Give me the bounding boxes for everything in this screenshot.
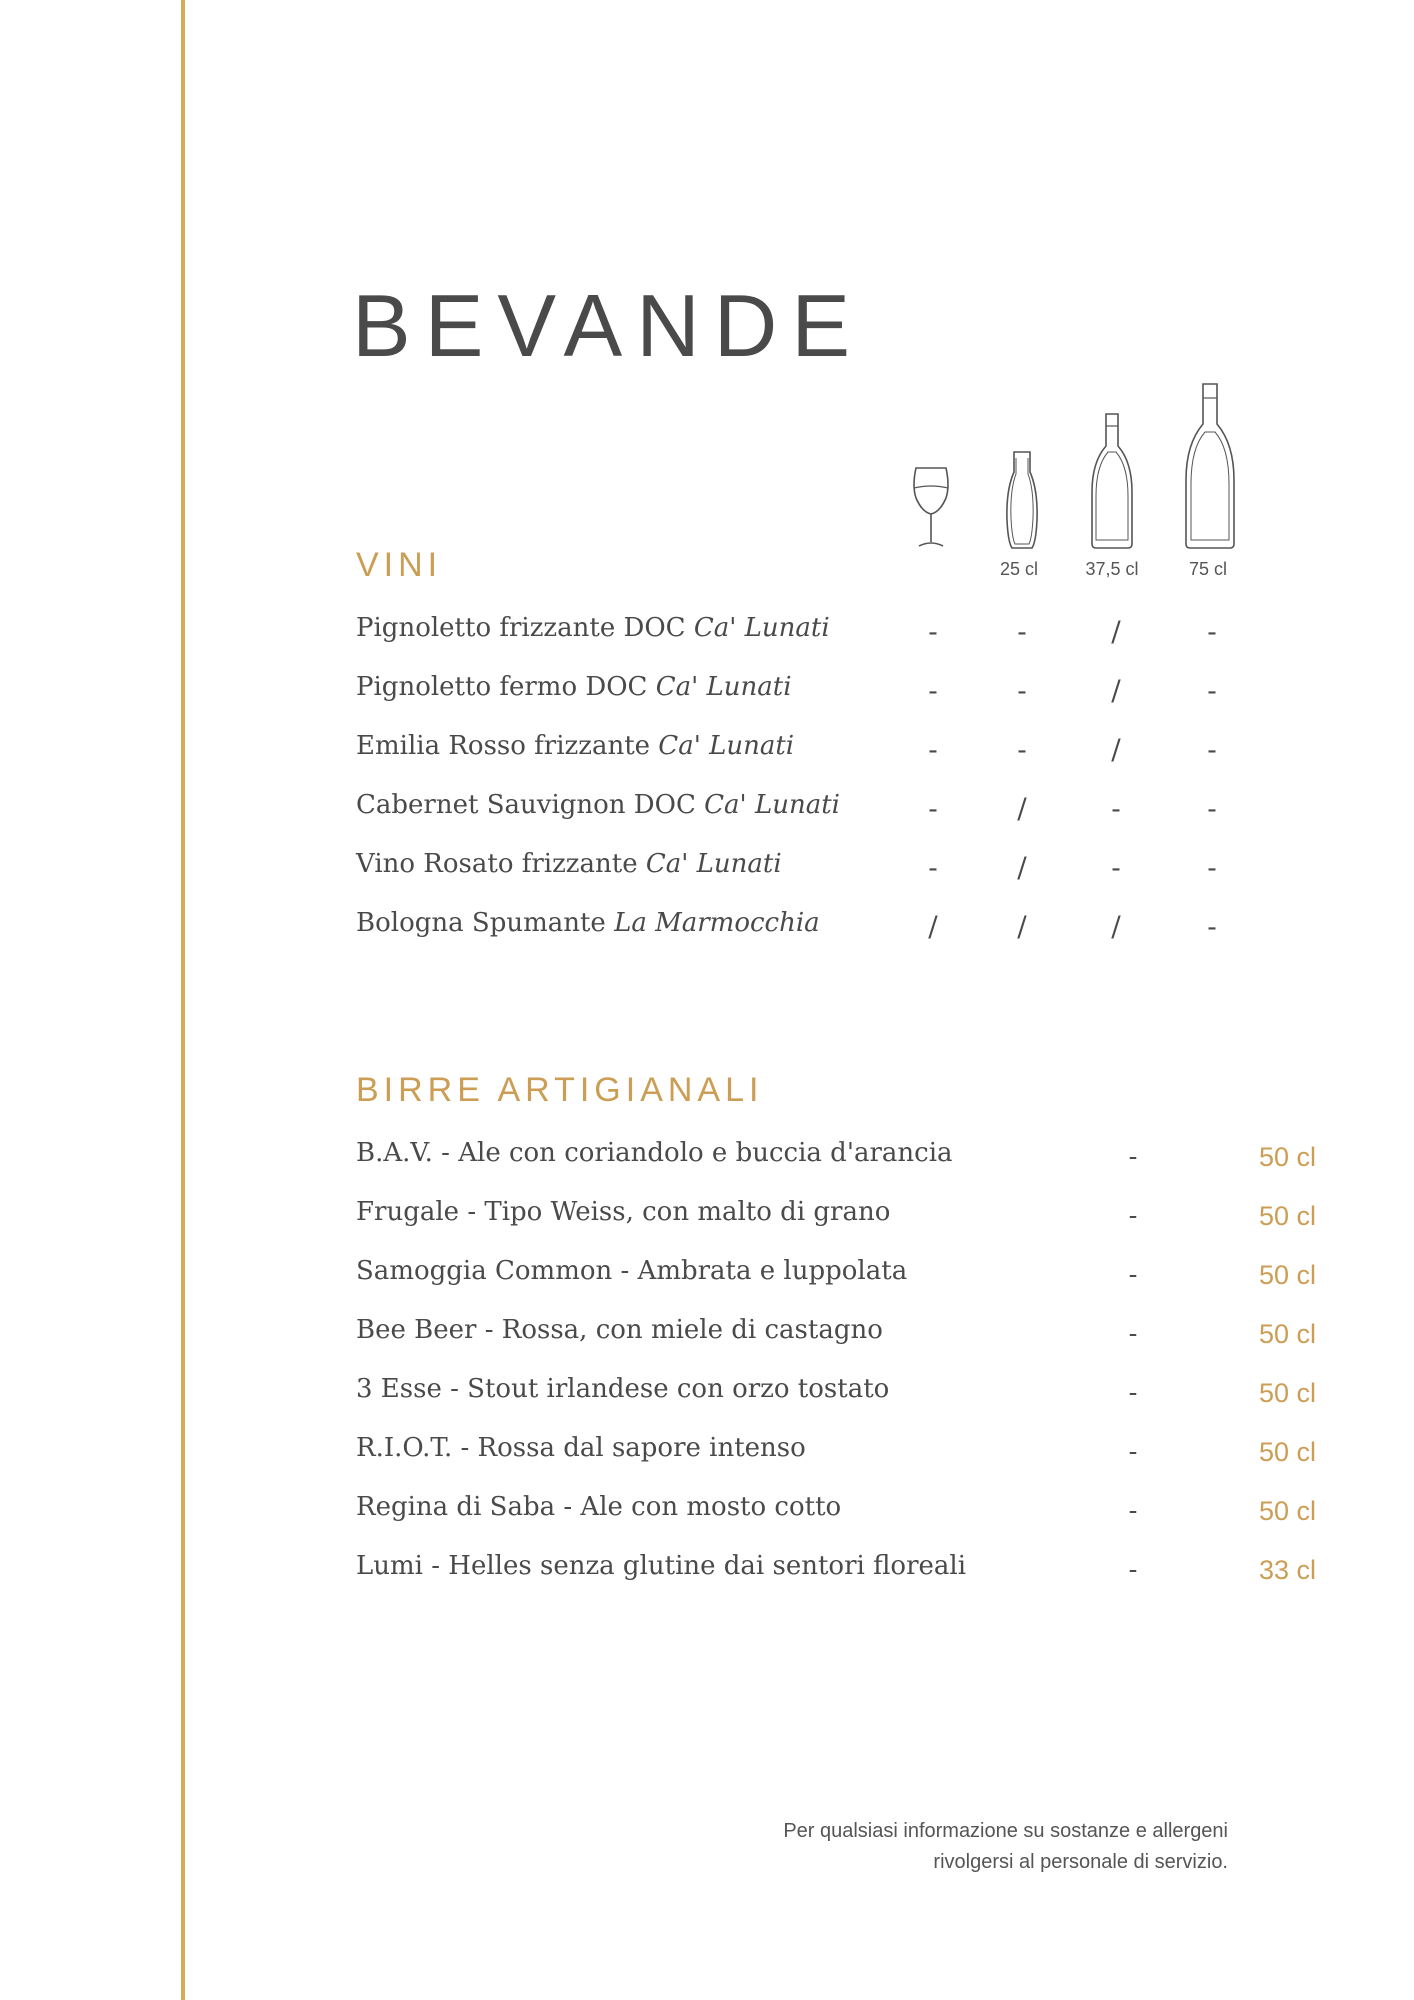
- wine-name: Pignoletto fermo DOC: [356, 672, 648, 702]
- beer-dash: -: [1128, 1496, 1138, 1526]
- mark-glass: -: [928, 851, 938, 884]
- size-label-25cl: 25 cl: [999, 559, 1039, 579]
- mark-25cl: -: [1017, 674, 1027, 707]
- wine-name: Cabernet Sauvignon DOC: [356, 790, 696, 820]
- mark-glass: -: [928, 733, 938, 766]
- beer-size: 50 cl: [1258, 1378, 1316, 1408]
- mark-glass: /: [928, 910, 938, 943]
- wine-row: [356, 726, 1316, 766]
- beer-name: Lumi - Helles senza glutine dai sentori floreali: [356, 1551, 967, 1581]
- wine-name: Emilia Rosso frizzante: [356, 731, 651, 761]
- mark-375cl: /: [1111, 733, 1121, 766]
- beer-name: 3 Esse - Stout irlandese con orzo tostato: [356, 1374, 890, 1404]
- beer-row: [356, 1310, 1316, 1350]
- beer-name: R.I.O.T. - Rossa dal sapore intenso: [356, 1433, 806, 1463]
- mark-375cl: -: [1111, 851, 1121, 884]
- beer-dash: -: [1128, 1437, 1138, 1467]
- wine-glass-icon: [910, 466, 952, 550]
- wine-producer: Ca' Lunati: [645, 849, 782, 879]
- beer-row: [356, 1546, 1316, 1586]
- mark-glass: -: [928, 792, 938, 825]
- beer-name: B.A.V. - Ale con coriandolo e buccia d'arancia: [356, 1138, 953, 1168]
- wine-name: Vino Rosato frizzante: [356, 849, 638, 879]
- wine-producer: Ca' Lunati: [655, 672, 792, 702]
- wine-name: Pignoletto frizzante DOC: [356, 613, 686, 643]
- beer-size: 50 cl: [1258, 1496, 1316, 1526]
- beer-row: [356, 1133, 1316, 1173]
- mark-375cl: -: [1111, 792, 1121, 825]
- wine-row: [356, 608, 1316, 648]
- mark-25cl: -: [1017, 615, 1027, 648]
- beer-size: 50 cl: [1258, 1319, 1316, 1349]
- beer-name: Frugale - Tipo Weiss, con malto di grano: [356, 1197, 891, 1227]
- beer-size: 50 cl: [1258, 1201, 1316, 1231]
- mark-25cl: /: [1017, 792, 1027, 825]
- wine-producer: La Marmocchia: [614, 908, 820, 938]
- beer-size: 50 cl: [1258, 1142, 1316, 1172]
- mark-75cl: -: [1207, 733, 1217, 766]
- section-heading-vini: VINI: [356, 546, 443, 584]
- mark-25cl: /: [1017, 910, 1027, 943]
- size-label-375cl: 37,5 cl: [1085, 559, 1139, 579]
- beer-name: Samoggia Common - Ambrata e luppolata: [356, 1256, 908, 1286]
- mark-375cl: /: [1111, 910, 1121, 943]
- beer-dash: -: [1128, 1260, 1138, 1290]
- beer-dash: -: [1128, 1201, 1138, 1231]
- mark-75cl: -: [1207, 792, 1217, 825]
- beer-dash: -: [1128, 1142, 1138, 1172]
- footnote-line-2: rivolgersi al personale di servizio.: [933, 1851, 1228, 1873]
- mark-glass: -: [928, 615, 938, 648]
- size-label-75cl: 75 cl: [1188, 559, 1228, 579]
- accent-vertical-line: [181, 0, 185, 2000]
- half-bottle-icon: [1090, 412, 1134, 552]
- mark-75cl: -: [1207, 674, 1217, 707]
- mark-375cl: /: [1111, 615, 1121, 648]
- beer-row: [356, 1251, 1316, 1291]
- wine-producer: Ca' Lunati: [693, 613, 830, 643]
- beer-size: 33 cl: [1258, 1555, 1316, 1585]
- allergen-footnote: [783, 1816, 1228, 1878]
- beer-dash: -: [1128, 1555, 1138, 1585]
- beer-dash: -: [1128, 1319, 1138, 1349]
- wine-row: [356, 844, 1316, 884]
- mark-25cl: -: [1017, 733, 1027, 766]
- beer-row: [356, 1369, 1316, 1409]
- wine-row: [356, 903, 1316, 943]
- beer-row: [356, 1487, 1316, 1527]
- mark-75cl: -: [1207, 851, 1217, 884]
- footnote-line-1: Per qualsiasi informazione su sostanze e allergeni: [783, 1820, 1228, 1842]
- beer-name: Regina di Saba - Ale con mosto cotto: [356, 1492, 842, 1522]
- beer-dash: -: [1128, 1378, 1138, 1408]
- wine-row: [356, 667, 1316, 707]
- beer-size: 50 cl: [1258, 1260, 1316, 1290]
- mark-glass: -: [928, 674, 938, 707]
- carafe-icon: [1002, 450, 1042, 552]
- wine-producer: Ca' Lunati: [658, 731, 795, 761]
- beer-size: 50 cl: [1258, 1437, 1316, 1467]
- wine-row: [356, 785, 1316, 825]
- beer-row: [356, 1192, 1316, 1232]
- section-heading-birre: BIRRE ARTIGIANALI: [356, 1071, 764, 1109]
- mark-75cl: -: [1207, 615, 1217, 648]
- mark-375cl: /: [1111, 674, 1121, 707]
- bottle-icon: [1184, 382, 1236, 552]
- page-title: BEVANDE: [352, 276, 865, 375]
- mark-25cl: /: [1017, 851, 1027, 884]
- wine-producer: Ca' Lunati: [704, 790, 840, 820]
- beer-name: Bee Beer - Rossa, con miele di castagno: [356, 1315, 883, 1345]
- beer-row: [356, 1428, 1316, 1468]
- mark-75cl: -: [1207, 910, 1217, 943]
- wine-name: Bologna Spumante: [356, 908, 606, 938]
